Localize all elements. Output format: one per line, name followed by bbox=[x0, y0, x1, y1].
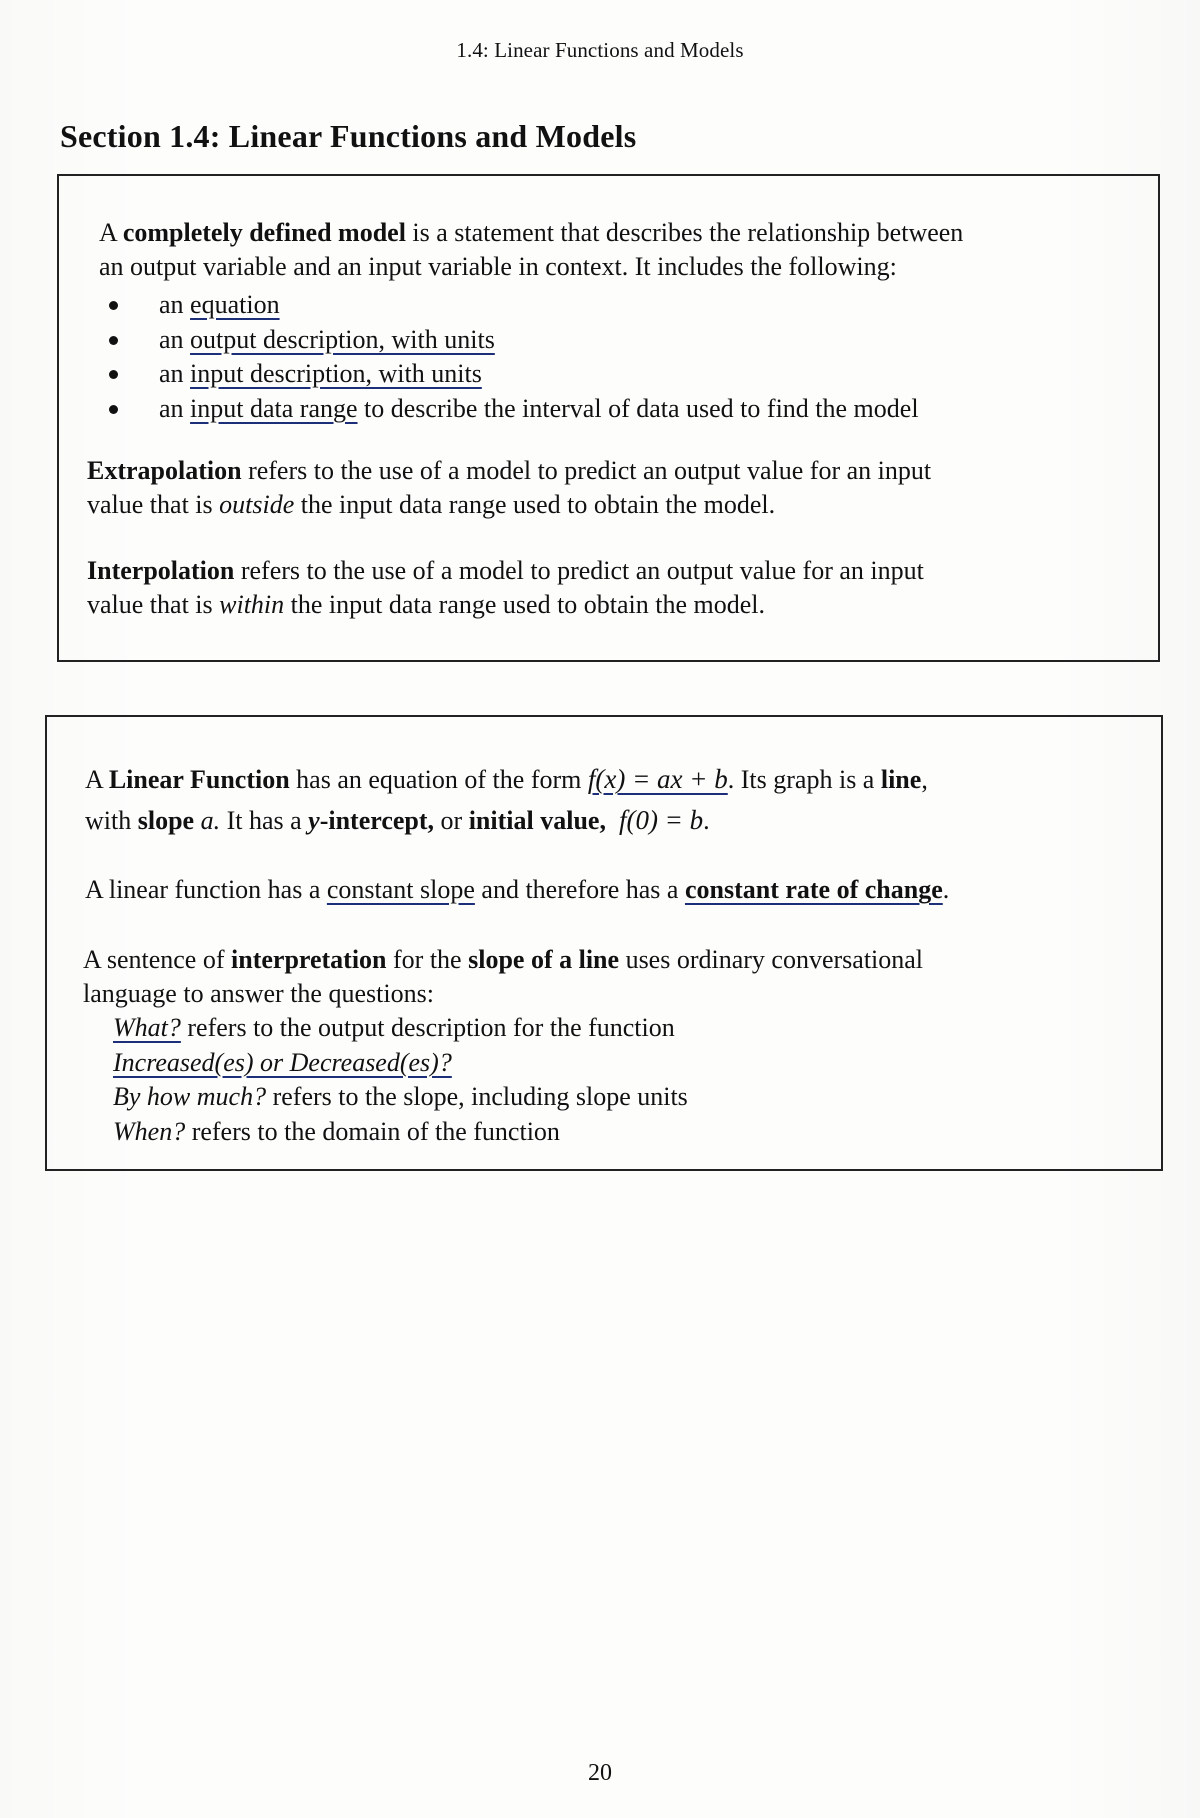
text-run: , bbox=[921, 765, 928, 794]
question-what: What? bbox=[113, 1013, 181, 1042]
linear-equation-formula: f(x) = ax + b bbox=[587, 764, 728, 794]
extrapolation-paragraph bbox=[87, 454, 1137, 522]
text-run: for the bbox=[386, 945, 469, 974]
emphasis-within: within bbox=[219, 590, 285, 619]
bullet-icon bbox=[109, 301, 118, 310]
list-item bbox=[113, 1115, 1013, 1150]
constant-rate-paragraph bbox=[85, 873, 1145, 907]
underlined-term: equation bbox=[190, 290, 280, 319]
text-run: refers to the output description for the function bbox=[180, 1013, 675, 1042]
interpretation-questions bbox=[113, 1011, 1013, 1149]
list-item bbox=[109, 357, 1129, 392]
term-initial-value: initial value, bbox=[468, 806, 606, 835]
text-run: has an equation of the form bbox=[289, 765, 588, 794]
text-run: the input data range used to obtain the model. bbox=[284, 590, 766, 619]
text-run: It has a bbox=[220, 806, 309, 835]
list-item bbox=[109, 323, 1129, 358]
text-run: A bbox=[85, 765, 109, 794]
text-run: with bbox=[85, 806, 138, 835]
term-linear-function: Linear Function bbox=[108, 765, 290, 794]
completely-defined-model-paragraph bbox=[99, 216, 1139, 284]
text-run: is a statement that describes the relationship between bbox=[405, 218, 964, 247]
term-slope: slope bbox=[137, 806, 195, 835]
text-run: refers to the use of a model to predict an output value for an input bbox=[234, 556, 924, 585]
initial-value-formula: f(0) = b bbox=[618, 805, 704, 835]
list-item bbox=[113, 1011, 1013, 1046]
text-run: refers to the use of a model to predict an output value for an input bbox=[241, 456, 932, 485]
y-variable: y bbox=[308, 806, 320, 835]
emphasis-outside: outside bbox=[219, 490, 295, 519]
text-run: an bbox=[159, 290, 191, 319]
text-run: an bbox=[159, 359, 191, 388]
text-run: language to answer the questions: bbox=[83, 979, 434, 1008]
text-run: . bbox=[942, 875, 950, 904]
term-interpolation: Interpolation bbox=[87, 556, 235, 585]
linear-function-paragraph bbox=[85, 759, 1145, 841]
text-run: A linear function has a bbox=[85, 875, 327, 904]
text-run: . Its graph is a bbox=[727, 765, 881, 794]
underlined-term: input description, with units bbox=[190, 359, 482, 388]
underlined-term: input data range bbox=[190, 393, 358, 423]
text-run: A bbox=[99, 218, 123, 247]
question-when: When? bbox=[113, 1116, 186, 1146]
text-run: A sentence of bbox=[83, 945, 232, 974]
definitions-box-model bbox=[57, 174, 1160, 662]
text-run: and therefore has a bbox=[474, 875, 685, 904]
slope-variable: a. bbox=[194, 806, 221, 835]
question-increased-decreased: Increased(es) or Decreased(es)? bbox=[113, 1047, 452, 1077]
section-title: Section 1.4: Linear Functions and Models bbox=[60, 118, 637, 154]
text-run: refers to the domain of the function bbox=[185, 1116, 560, 1146]
list-item bbox=[113, 1046, 1013, 1081]
text-run: an bbox=[159, 393, 191, 423]
underlined-term: output description, with units bbox=[190, 324, 495, 354]
page-number: 20 bbox=[588, 1760, 612, 1786]
text-run: . bbox=[703, 806, 710, 835]
bullet-icon bbox=[109, 405, 118, 414]
text-run: refers to the slope, including slope units bbox=[266, 1082, 688, 1111]
term-constant-rate-of-change: constant rate of change bbox=[684, 875, 943, 904]
definitions-box-linear-function bbox=[45, 715, 1163, 1171]
text-run: an output variable and an input variable in context. It includes the following: bbox=[99, 252, 897, 281]
term-interpretation: interpretation bbox=[231, 945, 387, 974]
text-run: uses ordinary conversational bbox=[619, 945, 924, 974]
text-run: or bbox=[434, 806, 469, 835]
bullet-icon bbox=[109, 370, 118, 379]
text-run: an bbox=[159, 324, 191, 354]
text-run: value that is bbox=[87, 490, 220, 519]
running-head: 1.4: Linear Functions and Models bbox=[456, 38, 744, 62]
text-run: to describe the interval of data used to find the model bbox=[357, 393, 919, 423]
bullet-icon bbox=[109, 336, 118, 345]
text-run: the input data range used to obtain the model. bbox=[294, 490, 776, 519]
interpolation-paragraph bbox=[87, 554, 1137, 622]
term-slope-of-a-line: slope of a line bbox=[468, 945, 620, 974]
question-by-how-much: By how much? bbox=[113, 1082, 267, 1111]
term-completely-defined-model: completely defined model bbox=[122, 218, 406, 247]
list-item bbox=[109, 288, 1129, 323]
text-run: value that is bbox=[87, 590, 220, 619]
model-components-list bbox=[109, 288, 1129, 426]
term-extrapolation: Extrapolation bbox=[87, 456, 242, 485]
list-item bbox=[109, 392, 1129, 427]
term-y-intercept: -intercept, bbox=[319, 806, 435, 835]
list-item bbox=[113, 1080, 1013, 1115]
term-line: line bbox=[880, 765, 922, 794]
underlined-term: constant slope bbox=[326, 875, 475, 904]
interpretation-paragraph bbox=[83, 943, 1143, 1011]
